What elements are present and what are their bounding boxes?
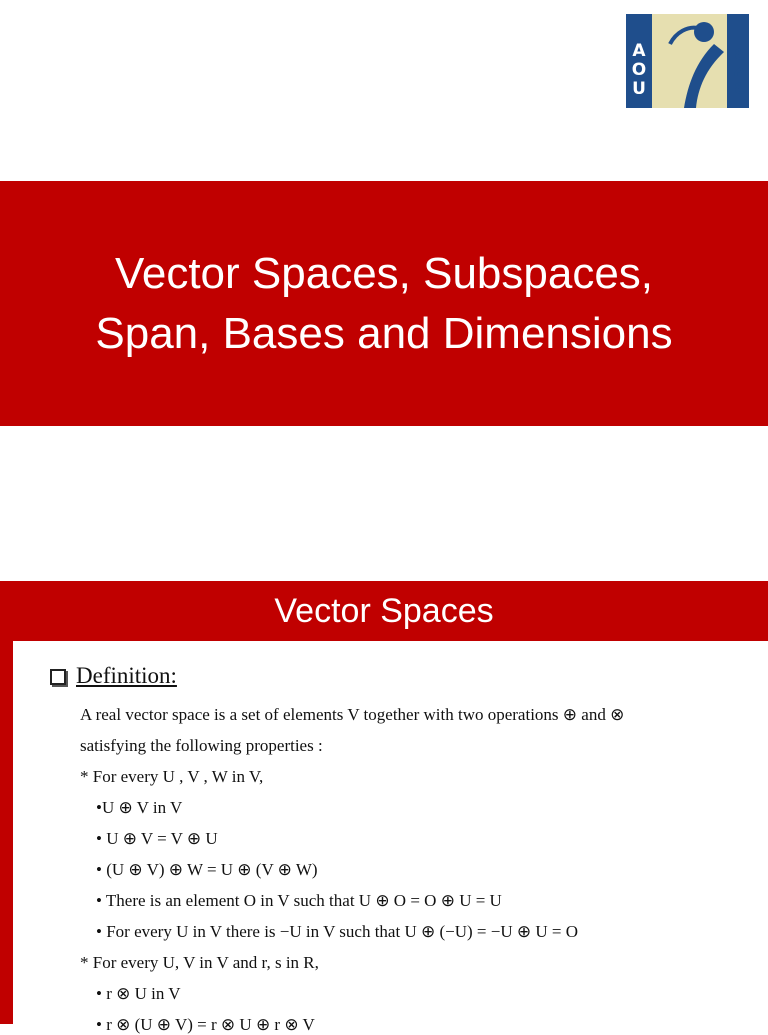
university-logo (626, 14, 749, 108)
property-group-heading: * For every U, V in V and r, s in R, (80, 953, 319, 972)
property-item: • There is an element O in V such that U ⊕ O = O ⊕ U = U (96, 891, 502, 910)
slide-header-title: Vector Spaces (274, 591, 494, 630)
definition-label: Definition: (76, 663, 177, 688)
slide-title: Vector Spaces, Subspaces, Span, Bases and Dimensions (95, 248, 673, 358)
definition-heading (50, 663, 177, 689)
definition-line: satisfying the following properties : (80, 736, 323, 755)
definition-line: A real vector space is a set of elements V together with two operations ⊕ and ⊗ (80, 705, 625, 724)
title-band (0, 181, 768, 426)
property-item: • U ⊕ V = V ⊕ U (96, 829, 218, 848)
checkbox-bullet-icon (50, 669, 66, 685)
property-group-heading: * For every U , V , W in V, (80, 767, 264, 786)
property-item: • For every U in V there is −U in V such that U ⊕ (−U) = −U ⊕ U = O (96, 922, 578, 941)
logo-left-letters: A O U (631, 41, 647, 99)
property-item: • (U ⊕ V) ⊕ W = U ⊕ (V ⊕ W) (96, 860, 318, 879)
property-item: • r ⊗ (U ⊕ V) = r ⊗ U ⊕ r ⊗ V (96, 1015, 315, 1034)
property-item: • r ⊗ U in V (96, 984, 181, 1003)
vector-spaces-slide (0, 581, 768, 1034)
slide-content (0, 641, 768, 1034)
logo-right-letters: ع م ع (733, 44, 745, 94)
slide-header (0, 581, 768, 641)
property-item: •U ⊕ V in V (96, 798, 183, 817)
